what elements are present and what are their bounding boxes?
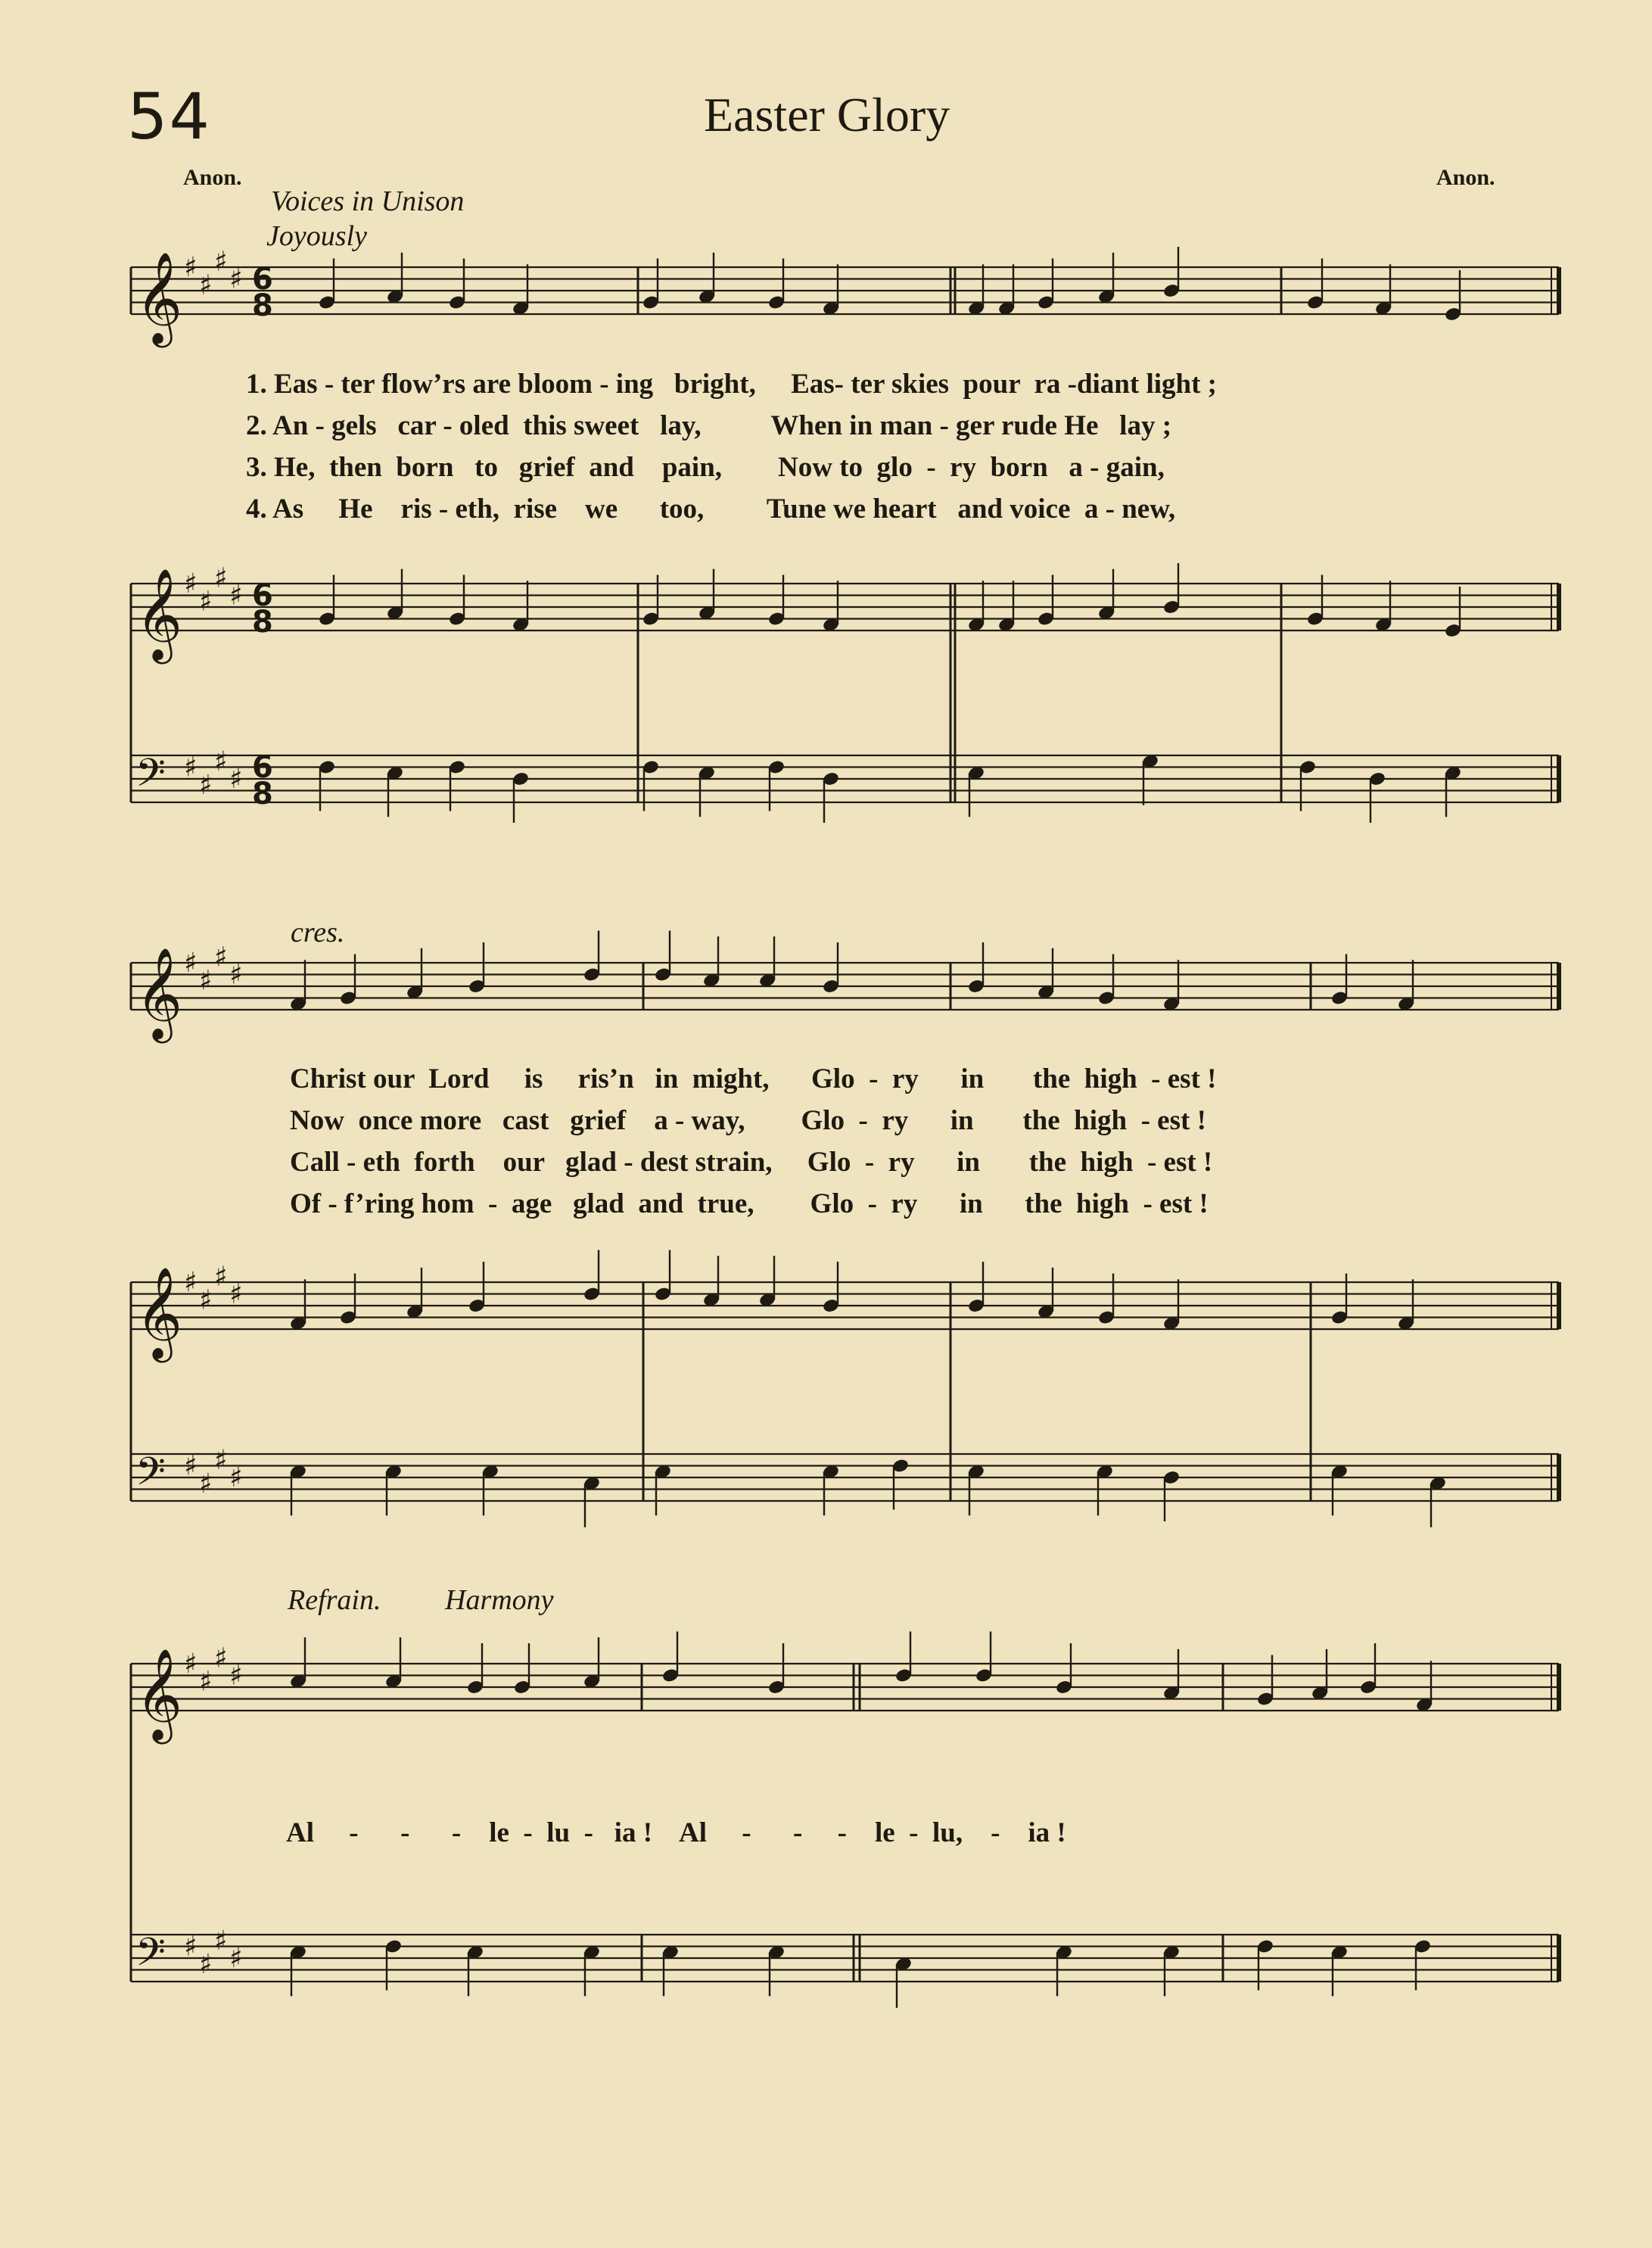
sharp-icon: ♯ (214, 942, 228, 973)
music-credit: Anon. (1436, 165, 1495, 190)
verse-2-line-2: Now once more cast grief a - way, Glo - ry in the high - est ! (290, 1105, 1206, 1136)
system-1-treble-staff (131, 584, 1559, 630)
sharp-icon: ♯ (199, 1468, 213, 1499)
sharp-icon: ♯ (214, 1925, 228, 1957)
system-1-bass-staff (131, 755, 1559, 802)
sharp-icon: ♯ (229, 580, 243, 612)
verse-1-line-1: 1. Eas - ter flow’rs are bloom - ing bright, Eas- ter skies pour ra -diant light ; (246, 369, 1217, 400)
treble-clef-icon: 𝄞 (135, 1648, 183, 1740)
refrain-treble-staff (131, 1664, 1559, 1711)
time-signature-top: 6 (252, 262, 273, 297)
sharp-icon: ♯ (214, 1261, 228, 1293)
sharp-icon: ♯ (229, 1943, 243, 1974)
sharp-icon: ♯ (199, 269, 213, 301)
sharp-icon: ♯ (229, 764, 243, 795)
sharp-icon: ♯ (184, 752, 198, 783)
sharp-icon: ♯ (229, 263, 243, 295)
sharp-icon: ♯ (184, 1931, 198, 1963)
bass-clef-icon: 𝄢 (135, 1929, 166, 1985)
sharp-icon: ♯ (214, 746, 228, 777)
refrain-harmony-direction: Harmony (445, 1584, 554, 1616)
bass-clef-icon: 𝄢 (135, 1448, 166, 1504)
sharp-icon: ♯ (199, 769, 213, 801)
refrain-direction: Refrain. (288, 1584, 381, 1616)
time-signature-top: 6 (252, 750, 273, 785)
treble-clef-icon: 𝄞 (135, 251, 183, 344)
sharp-icon: ♯ (214, 246, 228, 278)
sharp-icon: ♯ (214, 562, 228, 594)
sharp-icon: ♯ (184, 568, 198, 599)
sharp-icon: ♯ (184, 1450, 198, 1482)
refrain-lyric: Al - - - le - lu - ia ! Al - - - le - lu, - ia ! (286, 1817, 1066, 1848)
sharp-icon: ♯ (229, 1278, 243, 1310)
sharp-icon: ♯ (229, 959, 243, 991)
bass-clef-icon: 𝄢 (135, 749, 166, 805)
sharp-icon: ♯ (199, 1948, 213, 1980)
verse-3-line-2: Call - eth forth our glad - dest strain, Glo - ry in the high - est ! (290, 1147, 1213, 1178)
treble-clef-icon: 𝄞 (135, 947, 183, 1039)
verse-1-line-2: Christ our Lord is ris’n in might, Glo - ry in the high - est ! (290, 1063, 1217, 1094)
time-signature-top: 6 (252, 578, 273, 613)
system-2-bass-staff (131, 1454, 1559, 1501)
sharp-icon: ♯ (199, 586, 213, 618)
words-credit: Anon. (183, 165, 242, 190)
sharp-icon: ♯ (184, 948, 198, 979)
sharp-icon: ♯ (199, 965, 213, 997)
sharp-icon: ♯ (214, 1642, 228, 1674)
sharp-icon: ♯ (229, 1462, 243, 1493)
voices-direction: Voices in Unison (271, 185, 465, 217)
verse-3-line-1: 3. He, then born to grief and pain, Now to glo - ry born a - gain, (246, 452, 1165, 483)
time-signature-bottom: 8 (252, 605, 273, 640)
system-1-melody-staff (131, 267, 1559, 314)
sharp-icon: ♯ (229, 1660, 243, 1692)
hymn-number: 54 (127, 79, 211, 154)
verse-2-line-1: 2. An - gels car - oled this sweet lay, When in man - ger rude He lay ; (246, 410, 1172, 441)
sharp-icon: ♯ (214, 1444, 228, 1476)
verse-4-line-2: Of - f’ring hom - age glad and true, Glo - ry in the high - est ! (290, 1188, 1209, 1219)
verse-4-line-1: 4. As He ris - eth, rise we too, Tune we heart and voice a - new, (246, 494, 1176, 525)
sharp-icon: ♯ (184, 1649, 198, 1680)
dynamic-direction: cres. (291, 917, 345, 948)
sharp-icon: ♯ (184, 252, 198, 283)
refrain-bass-staff (131, 1935, 1559, 1982)
hymn-title: Easter Glory (704, 88, 950, 142)
sharp-icon: ♯ (199, 1666, 213, 1698)
treble-clef-icon: 𝄞 (135, 1266, 183, 1359)
sharp-icon: ♯ (184, 1267, 198, 1298)
sharp-icon: ♯ (199, 1284, 213, 1316)
time-signature-bottom: 8 (252, 288, 273, 323)
treble-clef-icon: 𝄞 (135, 568, 183, 660)
tempo-direction: Joyously (266, 220, 367, 252)
time-signature-bottom: 8 (252, 777, 273, 811)
